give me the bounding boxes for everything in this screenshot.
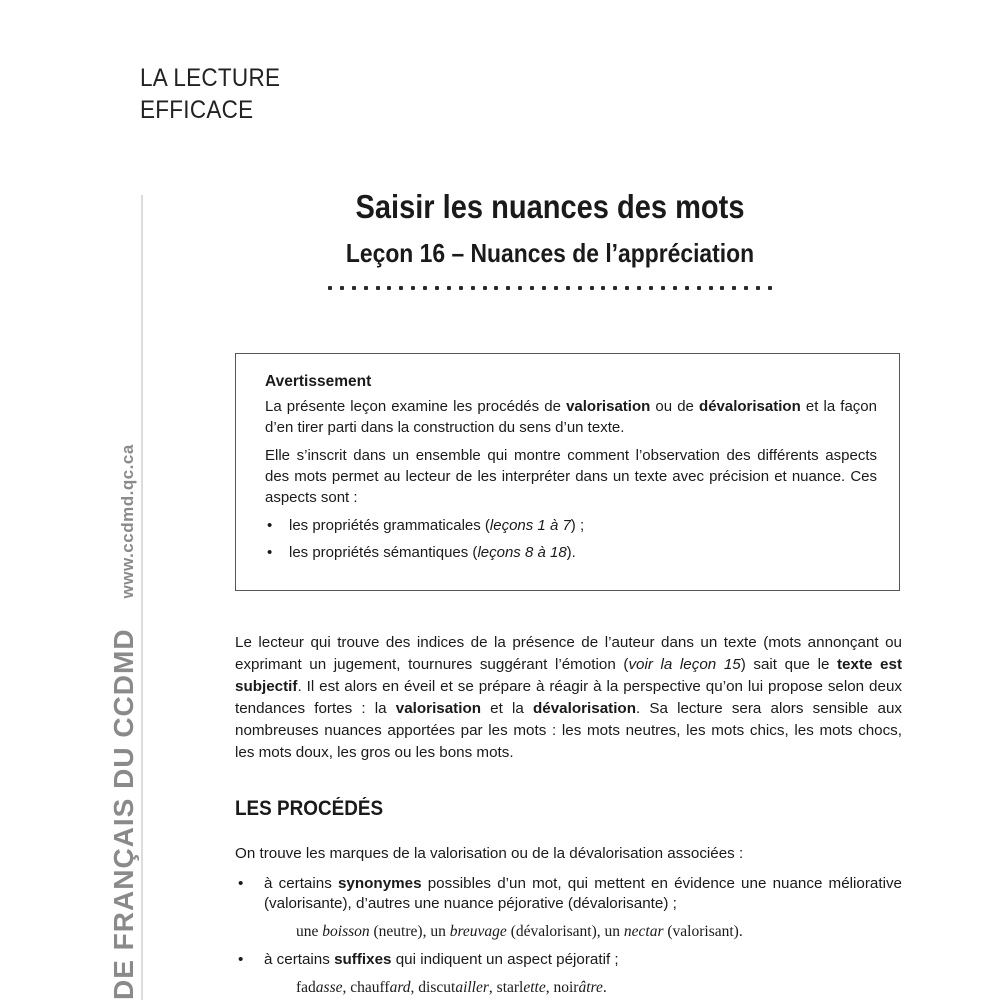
body-bold-segment: valorisation: [395, 700, 482, 717]
separator-dot: [554, 286, 558, 290]
word-root: noir: [553, 979, 579, 996]
separator-dot: [685, 286, 689, 290]
warning-p1-text: ou de: [650, 398, 700, 415]
warning-list: [265, 515, 877, 563]
body-text-segment: . Sa lecture sera alors sensible aux nombreuses nuances apportées par les mots : les mots neutres, les mots chics, les mots chocs, les mots doux, les gros ou les bons mots.: [235, 700, 902, 761]
separator-dot: [649, 286, 653, 290]
item-text: à certains: [264, 951, 335, 968]
section-intro: On trouve les marques de la valorisation ou de la dévalorisation associées :: [235, 845, 744, 862]
collection-title: [140, 62, 280, 126]
separator-dot: [542, 286, 546, 290]
separator-dot: [352, 286, 356, 290]
collection-title-line1: LA LECTURE: [140, 64, 281, 92]
word-root: starl: [496, 979, 524, 996]
separator-dot: [590, 286, 594, 290]
warning-p1-text: La présente leçon examine les procédés de: [265, 398, 567, 415]
separator-dot: [423, 286, 427, 290]
separator-dot: [744, 286, 748, 290]
body-bold-segment: texte est subjectif: [235, 656, 903, 695]
collection-title-line2: EFFICACE: [140, 96, 254, 124]
side-banner-text: DE FRANÇAIS DU CCDMD: [108, 628, 139, 1000]
warning-paragraph-1: [265, 396, 877, 438]
separator-dot: [601, 286, 605, 290]
example-text: une: [296, 923, 323, 940]
list-item-end: ).: [566, 544, 576, 561]
example-text: (neutre), un: [369, 923, 450, 940]
body-text-segment: et la: [481, 700, 533, 717]
procedure-item-synonymes: [235, 874, 902, 942]
warning-p1-text: et la façon d’en tirer parti dans la construction du sens d’un texte.: [265, 398, 877, 436]
warning-paragraph-2: Elle s’inscrit dans un ensemble qui montre comment l’observation des différents aspects des mots permet au lecteur de les interpréter dans un texte avec précision et nuance. Ces aspects sont :: [265, 447, 877, 506]
example-word: breuvage: [449, 923, 507, 940]
word-root: chauff: [350, 979, 390, 996]
warning-p1-bold-valorisation: valorisation: [566, 398, 651, 415]
separator-dot: [530, 286, 534, 290]
separator-dot: [459, 286, 463, 290]
separator: ,: [342, 979, 351, 996]
word-root: fad: [296, 979, 316, 996]
separator-dot: [376, 286, 380, 290]
item-text: à certains: [264, 875, 338, 892]
word-root: discut: [418, 979, 456, 996]
warning-p1-bold-devalorisation: dévalorisation: [699, 398, 801, 415]
separator-dot: [387, 286, 391, 290]
body-text-segment: . Il est alors en éveil et se prépare à réagir à la perspective qu’on lui propose selon deux tendances fortes : la: [235, 678, 902, 717]
separator-dot: [506, 286, 510, 290]
item-text: qui indiquent un aspect péjoratif ;: [391, 951, 619, 968]
body-text-segment: ) sait que le: [740, 656, 837, 673]
separator-dot: [720, 286, 724, 290]
separator: .: [602, 979, 607, 996]
separator-dot: [435, 286, 439, 290]
body-bold-segment: dévalorisation: [533, 700, 636, 717]
dotted-separator: [328, 286, 772, 294]
body-text-segment: Le lecteur qui trouve des indices de la présence de l’auteur dans un texte (mots annonçant ou exprimant un jugement, tournures suggérant l’émotion (: [235, 634, 902, 673]
side-banner-url: www.ccdmd.qc.ca: [118, 444, 137, 599]
side-divider: [141, 195, 143, 1000]
separator-dot: [483, 286, 487, 290]
separator: ,: [410, 979, 419, 996]
word-suffix: ailler: [455, 979, 489, 996]
warning-box: [235, 353, 900, 591]
separator-dot: [697, 286, 701, 290]
page-title: Saisir les nuances des mots: [355, 188, 745, 225]
procedure-item-suffixes: [235, 950, 902, 998]
separator-dot: [768, 286, 772, 290]
example-line: [296, 922, 902, 942]
example-word: boisson: [322, 923, 370, 940]
item-text: possibles d’un mot, qui mettent en évidence une nuance méliorative (valorisante), d’autres une nuance péjorative (dévalorisante) ;: [264, 875, 902, 912]
lesson-subtitle: Leçon 16 – Nuances de l’appréciation: [345, 238, 755, 268]
lesson-reference: voir la leçon 15: [628, 656, 741, 673]
lesson-reference: leçons 8 à 18: [477, 544, 567, 561]
separator-dot: [756, 286, 760, 290]
word-suffix: ette: [523, 979, 546, 996]
separator-dot: [494, 286, 498, 290]
intro-paragraph: [235, 632, 902, 764]
separator-dot: [613, 286, 617, 290]
separator-dot: [411, 286, 415, 290]
separator-dot: [637, 286, 641, 290]
separator-dot: [399, 286, 403, 290]
item-bold: synonymes: [337, 875, 422, 892]
list-item-text: les propriétés grammaticales (: [289, 517, 490, 534]
example-text: (dévalorisant), un: [506, 923, 624, 940]
section-heading: LES PROCÉDÉS: [235, 797, 384, 820]
example-line: [296, 978, 902, 998]
side-banner: [107, 444, 141, 1000]
list-item-text: les propriétés sémantiques (: [289, 544, 478, 561]
separator-dot: [578, 286, 582, 290]
separator: ,: [488, 979, 497, 996]
separator-dot: [732, 286, 736, 290]
example-word: nectar: [623, 923, 664, 940]
separator-dot: [328, 286, 332, 290]
separator-dot: [471, 286, 475, 290]
example-text: (valorisant).: [663, 923, 743, 940]
separator: ,: [545, 979, 554, 996]
separator-dot: [364, 286, 368, 290]
warning-list-item: [265, 542, 877, 563]
word-suffix: âtre: [578, 979, 603, 996]
warning-heading: Avertissement: [265, 373, 372, 390]
procedures-list: [235, 874, 902, 1006]
word-suffix: asse: [315, 979, 343, 996]
separator-dot: [625, 286, 629, 290]
separator-dot: [447, 286, 451, 290]
separator-dot: [566, 286, 570, 290]
warning-list-item: [265, 515, 877, 536]
separator-dot: [340, 286, 344, 290]
separator-dot: [518, 286, 522, 290]
separator-dot: [673, 286, 677, 290]
separator-dot: [661, 286, 665, 290]
list-item-end: ) ;: [570, 517, 585, 534]
word-suffix: ard: [389, 979, 411, 996]
separator-dot: [709, 286, 713, 290]
lesson-reference: leçons 1 à 7: [489, 517, 571, 534]
item-bold: suffixes: [334, 951, 392, 968]
